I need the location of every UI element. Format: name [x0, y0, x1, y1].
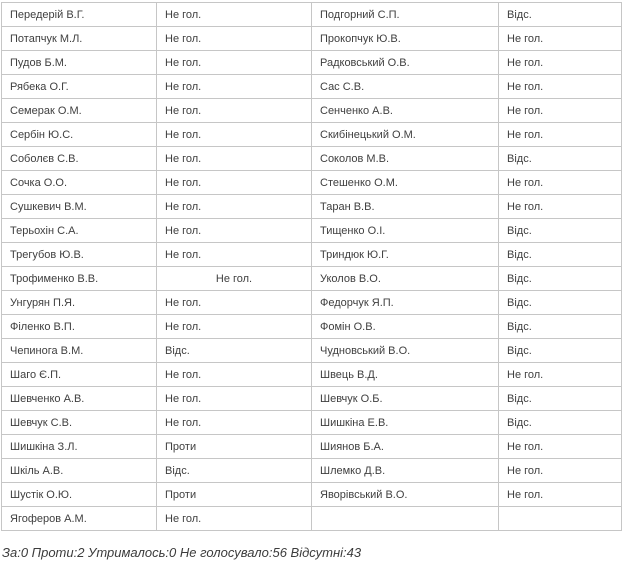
deputy-name-cell: Уколов В.О. — [312, 267, 499, 291]
vote-status-cell: Не гол. — [499, 363, 622, 387]
vote-status-cell: Не гол. — [157, 3, 312, 27]
deputy-name-cell: Шевченко А.В. — [2, 387, 157, 411]
table-row — [2, 267, 622, 291]
deputy-name-cell: Сербін Ю.С. — [2, 123, 157, 147]
table-row — [2, 483, 622, 507]
table-row — [2, 171, 622, 195]
vote-status-cell: Відс. — [499, 243, 622, 267]
vote-status-cell: Не гол. — [157, 51, 312, 75]
vote-status-cell: Не гол. — [157, 171, 312, 195]
table-row — [2, 411, 622, 435]
deputy-name-cell: Передерій В.Г. — [2, 3, 157, 27]
vote-status-cell: Відс. — [499, 267, 622, 291]
vote-status-cell: Не гол. — [499, 75, 622, 99]
deputy-name-cell: Шишкіна Е.В. — [312, 411, 499, 435]
deputy-name-cell: Трофименко В.В. — [2, 267, 157, 291]
table-row — [2, 99, 622, 123]
vote-status-cell: Не гол. — [499, 27, 622, 51]
deputy-name-cell: Яворівський В.О. — [312, 483, 499, 507]
deputy-name-cell: Сенченко А.В. — [312, 99, 499, 123]
vote-status-cell: Не гол. — [499, 435, 622, 459]
vote-status-cell: Відс. — [499, 219, 622, 243]
deputy-name-cell: Федорчук Я.П. — [312, 291, 499, 315]
vote-status-cell: Не гол. — [157, 411, 312, 435]
deputy-name-cell: Таран В.В. — [312, 195, 499, 219]
vote-results-table — [1, 2, 622, 531]
deputy-name-cell: Шишкіна З.Л. — [2, 435, 157, 459]
vote-status-cell: Не гол. — [157, 507, 312, 531]
deputy-name-cell: Шкіль А.В. — [2, 459, 157, 483]
vote-status-cell: Відс. — [499, 387, 622, 411]
vote-status-cell: Не гол. — [499, 51, 622, 75]
vote-status-cell: Відс. — [499, 147, 622, 171]
deputy-name-cell: Соболєв С.В. — [2, 147, 157, 171]
deputy-name-cell: Стешенко О.М. — [312, 171, 499, 195]
vote-status-cell: Не гол. — [157, 75, 312, 99]
deputy-name-cell: Терьохін С.А. — [2, 219, 157, 243]
vote-status-cell: Не гол. — [157, 363, 312, 387]
table-row — [2, 339, 622, 363]
vote-status-cell: Проти — [157, 435, 312, 459]
vote-status-cell: Не гол. — [157, 195, 312, 219]
deputy-name-cell: Подгорний С.П. — [312, 3, 499, 27]
vote-summary: За:0 Проти:2 Утрималось:0 Не голосувало:56 Відсутні:43 — [2, 545, 362, 560]
table-row — [2, 507, 622, 531]
table-row — [2, 147, 622, 171]
vote-status-cell: Не гол. — [499, 123, 622, 147]
vote-status-cell: Відс. — [157, 339, 312, 363]
deputy-name-cell: Чудновський В.О. — [312, 339, 499, 363]
table-row — [2, 51, 622, 75]
deputy-name-cell: Тищенко О.І. — [312, 219, 499, 243]
vote-status-cell: Проти — [157, 483, 312, 507]
table-row — [2, 363, 622, 387]
vote-status-cell: Не гол. — [499, 171, 622, 195]
deputy-name-cell: Скибінецький О.М. — [312, 123, 499, 147]
vote-status-cell: Не гол. — [157, 27, 312, 51]
vote-status-cell — [499, 507, 622, 531]
deputy-name-cell: Чепинога В.М. — [2, 339, 157, 363]
deputy-name-cell: Потапчук М.Л. — [2, 27, 157, 51]
deputy-name-cell: Шустік О.Ю. — [2, 483, 157, 507]
deputy-name-cell: Швець В.Д. — [312, 363, 499, 387]
vote-status-cell: Відс. — [157, 459, 312, 483]
deputy-name-cell: Рябека О.Г. — [2, 75, 157, 99]
table-row — [2, 123, 622, 147]
vote-status-cell: Відс. — [499, 339, 622, 363]
vote-status-cell: Не гол. — [157, 387, 312, 411]
deputy-name-cell: Сочка О.О. — [2, 171, 157, 195]
deputy-name-cell: Шлемко Д.В. — [312, 459, 499, 483]
deputy-name-cell: Філенко В.П. — [2, 315, 157, 339]
vote-status-cell: Не гол. — [157, 219, 312, 243]
vote-status-cell: Не гол. — [157, 99, 312, 123]
table-row — [2, 27, 622, 51]
deputy-name-cell: Семерак О.М. — [2, 99, 157, 123]
vote-status-cell: Відс. — [499, 315, 622, 339]
deputy-name-cell: Соколов М.В. — [312, 147, 499, 171]
vote-status-cell: Не гол. — [157, 315, 312, 339]
vote-status-cell: Відс. — [499, 3, 622, 27]
deputy-name-cell: Ягоферов А.М. — [2, 507, 157, 531]
table-row — [2, 3, 622, 27]
deputy-name-cell — [312, 507, 499, 531]
deputy-name-cell: Пудов Б.М. — [2, 51, 157, 75]
table-row — [2, 243, 622, 267]
vote-status-cell: Не гол. — [499, 459, 622, 483]
vote-status-cell: Не гол. — [157, 243, 312, 267]
table-row — [2, 435, 622, 459]
deputy-name-cell: Сас С.В. — [312, 75, 499, 99]
table-row — [2, 459, 622, 483]
vote-status-cell: Не гол. — [499, 99, 622, 123]
deputy-name-cell: Триндюк Ю.Г. — [312, 243, 499, 267]
deputy-name-cell: Радковський О.В. — [312, 51, 499, 75]
vote-status-cell: Не гол. — [157, 267, 312, 291]
vote-status-cell: Не гол. — [157, 147, 312, 171]
vote-status-cell: Не гол. — [157, 291, 312, 315]
deputy-name-cell: Шиянов Б.А. — [312, 435, 499, 459]
deputy-name-cell: Сушкевич В.М. — [2, 195, 157, 219]
table-row — [2, 219, 622, 243]
vote-status-cell: Не гол. — [499, 195, 622, 219]
table-row — [2, 75, 622, 99]
deputy-name-cell: Шевчук С.В. — [2, 411, 157, 435]
vote-status-cell: Не гол. — [499, 483, 622, 507]
vote-table-body — [2, 3, 622, 531]
deputy-name-cell: Фомін О.В. — [312, 315, 499, 339]
vote-status-cell: Відс. — [499, 411, 622, 435]
table-row — [2, 291, 622, 315]
deputy-name-cell: Прокопчук Ю.В. — [312, 27, 499, 51]
table-row — [2, 195, 622, 219]
vote-status-cell: Відс. — [499, 291, 622, 315]
table-row — [2, 387, 622, 411]
vote-status-cell: Не гол. — [157, 123, 312, 147]
deputy-name-cell: Унгурян П.Я. — [2, 291, 157, 315]
deputy-name-cell: Шевчук О.Б. — [312, 387, 499, 411]
deputy-name-cell: Шаго Є.П. — [2, 363, 157, 387]
table-row — [2, 315, 622, 339]
deputy-name-cell: Трегубов Ю.В. — [2, 243, 157, 267]
